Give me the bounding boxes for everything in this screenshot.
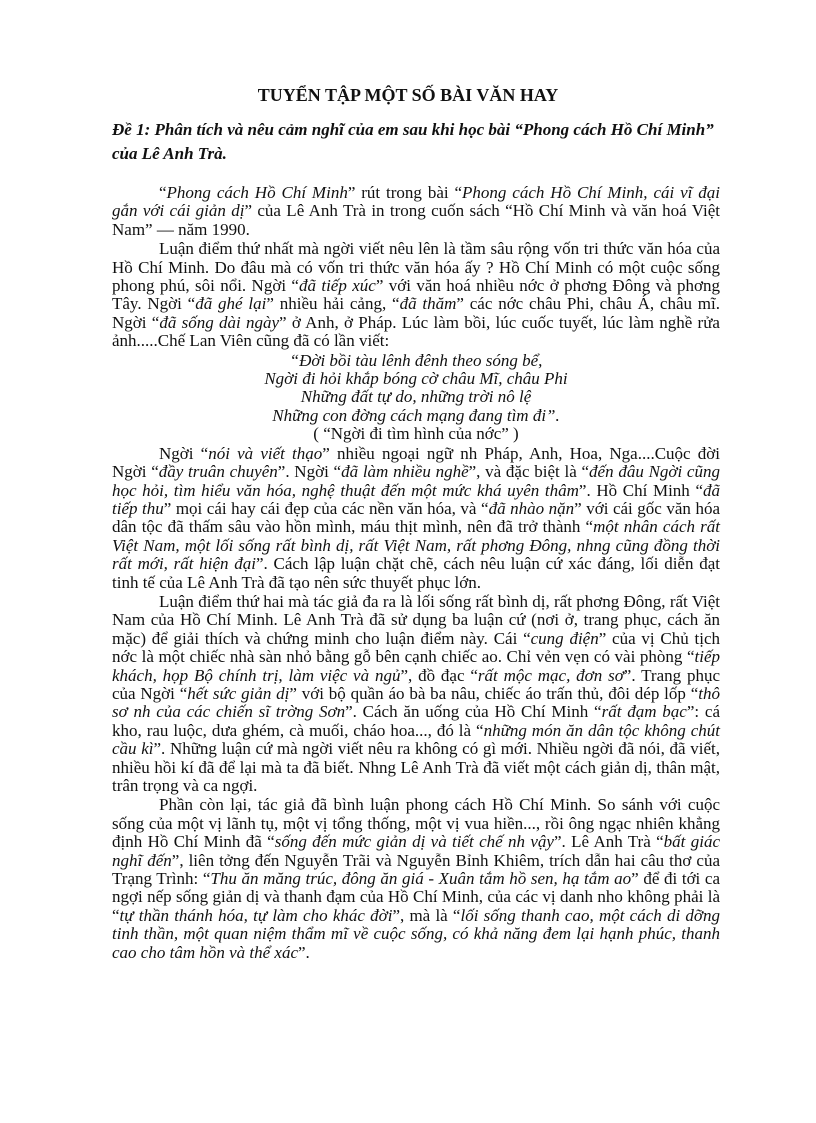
italic-quote: lối sống thanh cao, một cách di dỡng tinh thần, một quan niệm thẩm mĩ về cuộc sống, có khả năng đem lại hạnh phúc, thanh cao cho tâm hồn và thể xác xyxy=(112,905,720,962)
italic-quote: sống đến mức giản dị và tiết chế nh vậy xyxy=(274,832,554,852)
paragraph: Phần còn lại, tác giả đã bình luận phong cách Hồ Chí Minh. So sánh với cuộc sống của một vị lãnh tụ, một vị tổng thống, một vị vua hiền..., rồi ông ngạc nhiên khẳng định Hồ Chí Minh đã “sống đến mức giản dị và tiết chế nh vậy”. Lê Anh Trà “bất giác nghĩ đến”, liên tởng đến Nguyễn Trãi và Nguyễn Bỉnh Khiêm, trích dẫn hai câu thơ của Trạng Trình: “Thu ăn măng trúc, đông ăn giá - Xuân tắm hồ sen, hạ tắm ao” để đi tới ca ngợi nếp sống giản dị và thanh đạm của Hồ Chí Minh, của các vị danh nho không phải là “tự thần thánh hóa, tự làm cho khác đời”, mà là “lối sống thanh cao, một cách di dỡng tinh thần, một quan niệm thẩm mĩ về cuộc sống, có khả năng đem lại hạnh phúc, thanh cao cho tâm hồn và thể xác”. xyxy=(112,795,720,962)
italic-quote: những món ăn dân tộc không chút cầu kì xyxy=(112,720,720,759)
italic-quote: đã ghé lại xyxy=(195,294,267,314)
essay-body xyxy=(112,184,720,963)
paragraph: Ngời “nói và viết thạo” nhiều ngoại ngữ nh Pháp, Anh, Hoa, Nga....Cuộc đời Ngời “đầy truân chuyên”. Ngời “đã làm nhiều nghề”, và đặc biệt là “đến đâu Ngời cũng học hỏi, tìm hiểu văn hóa, nghệ thuật đến một mức khá uyên thâm”. Hồ Chí Minh “đã tiếp thu” mọi cái hay cái đẹp của các nền văn hóa, và “đã nhào nặn” với cái gốc văn hóa dân tộc đã thấm sâu vào hồn mình, máu thịt mình, nên đã trở thành “một nhân cách rất Việt Nam, một lối sống rất bình dị, rất Việt Nam, rất phơng Đông, nhng cũng đồng thời rất mới, rất hiện đại”. Cách lập luận chặt chẽ, cách nêu luận cứ xác đáng, lối diễn đạt tinh tế của Lê Anh Trà đã tạo nên sức thuyết phục lớn. xyxy=(112,443,721,592)
italic-quote: Thu ăn măng trúc, đông ăn giá - Xuân tắm hồ sen, hạ tắm ao xyxy=(210,869,632,889)
poem-line: Những đất tự do, những trời nô lệ xyxy=(300,387,532,407)
italic-quote: Phong cách Hồ Chí Minh, cái vĩ đại gắn với cái giản dị xyxy=(112,183,720,221)
italic-quote: rất đạm bạc xyxy=(601,702,687,722)
italic-quote: đã tiếp xúc xyxy=(298,276,376,296)
paragraph: Luận điểm thứ hai mà tác giả đa ra là lối sống rất bình dị, rất phơng Đông, rất Việt Nam của Hồ Chí Minh. Lê Anh Trà đã sử dụng ba luận cứ (nơi ở, trang phục, cách ăn mặc) để giải thích và chứng minh cho luận điểm này. Cái “cung điện” của vị Chủ tịch nớc là một chiếc nhà sàn nhỏ bằng gỗ bên cạnh chiếc ao. Chỉ vẻn vẹn có vài phòng “tiếp khách, họp Bộ chính trị, làm việc và ngủ”, đồ đạc “rất mộc mạc, đơn sơ”. Trang phục của Ngời “hết sức giản dị” với bộ quần áo bà ba nâu, chiếc áo trấn thủ, đôi dép lốp “thô sơ nh của các chiến sĩ trờng Sơn”. Cách ăn uống của Hồ Chí Minh “rất đạm bạc”: cá kho, rau luộc, dưa ghém, cà muối, cháo hoa..., đó là “những món ăn dân tộc không chút cầu kì”. Những luận cứ mà ngời viết nêu ra không có gì mới. Nhiều ngời đã nói, đã viết, nhiều hồi kí đã để lại mà ta đã biết. Nhng Lê Anh Trà đã viết một cách giản dị, thân mật, trân trọng và ca ngợi. xyxy=(112,591,721,795)
italic-quote: đã nhào nặn xyxy=(488,498,575,518)
italic-quote: tự thần thánh hóa, tự làm cho khác đời xyxy=(119,905,393,925)
italic-quote: đến đâu Ngời cũng học hỏi, tìm hiểu văn hóa, nghệ thuật đến một mức khá uyên thâm xyxy=(112,462,720,500)
italic-quote: đã thăm xyxy=(399,294,457,314)
italic-quote: cung điện xyxy=(530,628,599,648)
italic-quote: tiếp khách, họp Bộ chính trị, làm việc và ngủ xyxy=(112,647,720,685)
italic-quote: hết sức giản dị xyxy=(187,683,290,703)
italic-quote: đã làm nhiều nghề xyxy=(341,462,469,482)
italic-quote: đầy truân chuyên xyxy=(158,462,278,482)
italic-quote: thô sơ nh của các chiến sĩ trờng Sơn xyxy=(112,683,720,722)
paragraph: Luận điểm thứ nhất mà ngời viết nêu lên là tầm sâu rộng vốn tri thức văn hóa của Hồ Chí Minh. Do đâu mà có vốn tri thức văn hóa ấy ? Hồ Chí Minh có một cuộc sống phong phú, sôi nổi. Ngời “đã tiếp xúc” với văn hoá nhiều nớc ở phơng Đông và phơng Tây. Ngời “đã ghé lại” nhiều hải cảng, “đã thăm” các nớc châu Phi, châu Á, châu mĩ. Ngời “đã sống dài ngày” ở Anh, ở Pháp. Lúc làm bồi, lúc cuốc tuyết, lúc làm nghề rửa ảnh.....Chế Lan Viên cũng đã có lần viết: xyxy=(112,239,721,351)
italic-quote: rất mộc mạc, đơn sơ xyxy=(477,665,624,685)
italic-quote: đã tiếp thu xyxy=(112,480,720,518)
italic-quote: một nhân cách rất Việt Nam, một lối sống rất bình dị, rất Việt Nam, rất phơng Đông, nhng cũng đồng thời rất mới, rất hiện đại xyxy=(112,517,720,574)
italic-quote: đã sống dài ngày xyxy=(159,312,280,332)
poem-line: “Đời bồi tàu lênh đênh theo sóng bể, xyxy=(289,350,543,370)
italic-quote: bất giác nghĩ đến xyxy=(112,832,720,870)
essay-topic: Đề 1: Phân tích và nêu cảm nghĩ của em sau khi học bài “Phong cách Hồ Chí Minh” của Lê Anh Trà. xyxy=(112,120,714,163)
poem-quote xyxy=(112,352,720,444)
poem-line: Ngời đi hỏi khắp bóng cờ châu Mĩ, châu Phi xyxy=(264,369,568,389)
italic-quote: Phong cách Hồ Chí Minh xyxy=(166,183,348,202)
document-title: TUYỂN TẬP MỘT SỐ BÀI VĂN HAY xyxy=(257,85,559,105)
italic-quote: nói và viết thạo xyxy=(208,443,323,463)
paragraph: “Phong cách Hồ Chí Minh” rút trong bài “Phong cách Hồ Chí Minh, cái vĩ đại gắn với cái giản dị” của Lê Anh Trà in trong cuốn sách “Hồ Chí Minh và văn hoá Việt Nam” — năm 1990. xyxy=(112,183,720,239)
poem-source: ( “Ngời đi tìm hình của nớc” ) xyxy=(313,424,519,444)
poem-line: Những con đờng cách mạng đang tìm đi”. xyxy=(272,405,560,425)
